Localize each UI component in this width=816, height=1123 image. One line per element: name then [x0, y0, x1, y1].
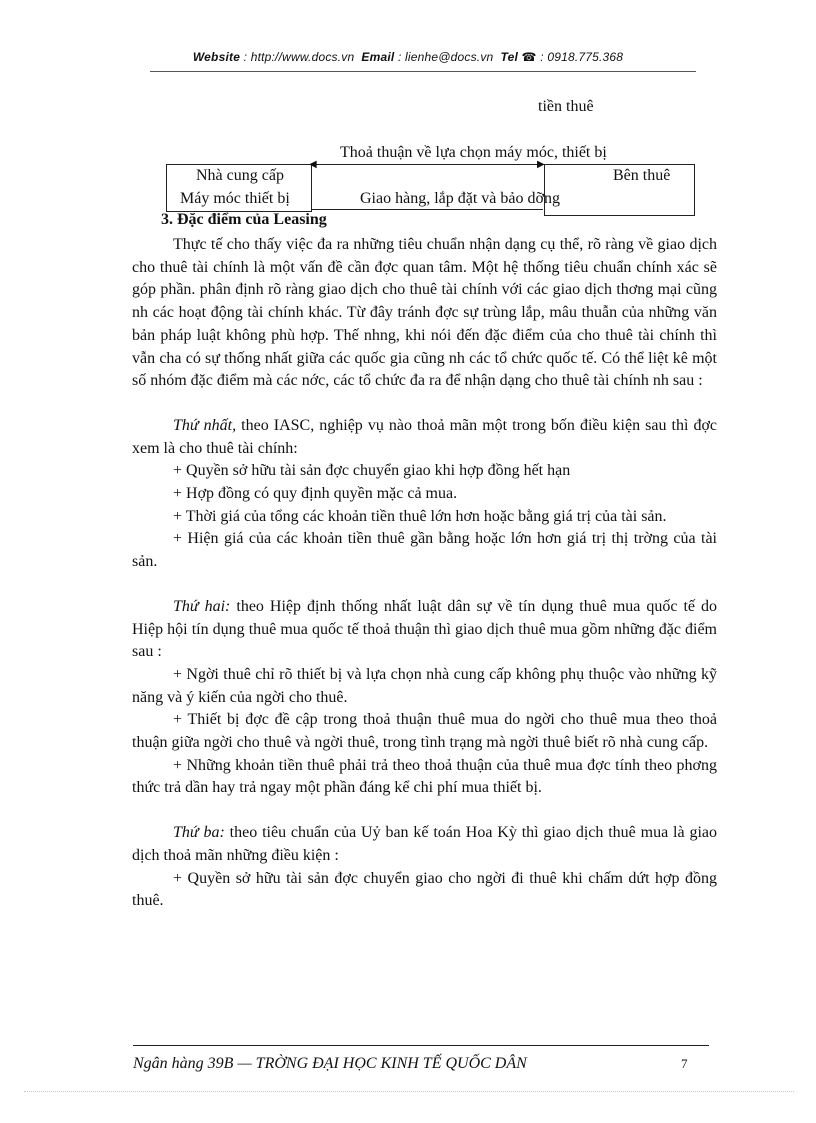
supplier-label-line1: Nhà cung cấp [196, 167, 284, 184]
third-text: theo tiêu chuẩn của Uỷ ban kế toán Hoa Kỳ thì giao dịch thuê mua là giao dịch thoả mãn những điều kiện : [132, 824, 717, 864]
email-label: Email [361, 50, 395, 64]
second-text: theo Hiệp định thống nhất luật dân sự về tín dụng thuê mua quốc tế do Hiệp hội tín dụng thuê mua quốc tế thoả thuận thì giao dịch thuê mua gồm những đặc điểm sau : [132, 597, 717, 661]
footer-divider [133, 1045, 709, 1046]
first-item: + Hợp đồng có quy định quyền mặc cả mua. [173, 485, 458, 503]
second-criterion [132, 596, 717, 664]
website-link[interactable]: : http://www.docs.vn [243, 50, 355, 64]
third-label: Thứ ba: [173, 824, 225, 842]
first-item: + Thời giá của tổng các khoản tiền thuê lớn hơn hoặc bằng giá trị của tài sản. [173, 507, 667, 525]
arrow-right-icon: ▶ [537, 159, 545, 170]
header-divider [150, 71, 696, 72]
diagram-agreement-label: Thoả thuận về lựa chọn máy móc, thiết bị [340, 144, 607, 161]
second-item: + Những khoản tiền thuê phải trả theo thoả thuận của thuê mua đợc tính theo phơng thức trả dần hay trả ngay một phần đáng kể chi phí mua thiết bị. [132, 756, 717, 797]
agreement-arrow [311, 164, 543, 165]
tel-value: : 0918.775.368 [540, 50, 624, 64]
first-criterion [132, 415, 717, 460]
arrow-left-icon: ◀ [309, 159, 317, 170]
second-item: + Thiết bị đợc đề cập trong thoả thuận thuê mua do ngời cho thuê mua theo thoả thuận giữa ngời cho thuê và ngời thuê, trong tình trạng mà ngời thuê biết rõ nhà cung cấp. [132, 711, 717, 752]
page-bottom-border [24, 1091, 794, 1092]
first-item: + Quyền sở hữu tài sản đợc chuyển giao khi hợp đồng hết hạn [173, 462, 571, 480]
first-label: Thứ nhất, [173, 416, 237, 434]
first-text: theo IASC, nghiệp vụ nào thoả mãn một trong bốn điều kiện sau thì đợc xem là cho thuê tài chính: [132, 416, 718, 457]
intro-paragraph: Thực tế cho thấy việc đa ra những tiêu chuẩn nhận dạng cụ thể, rõ ràng về giao dịch cho thuê tài chính là một vấn đề cần đợc quan tâm. Một hệ thống tiêu chuẩn chính xác sẽ góp phần. phân định rõ ràng giao dịch cho thuê tài chính với các giao dịch thơng mại cũng nh các hoạt động tài chính khác. Từ đây tránh đợc sự trùng lắp, mâu thuẫn của những văn bản pháp luật không phù hợp. Thế nhng, khi nói đến đặc điểm của cho thuê tài chính thì vẫn cha có sự thống nhất giữa các quốc gia cũng nh các tổ chức quốc tế. Có thể liệt kê một số nhóm đặc điểm mà các nớc, các tổ chức đa ra để nhận dạng cho thuê tài chính nh sau : [132, 236, 717, 390]
lessee-label: Bên thuê [613, 167, 671, 184]
email-link[interactable]: : lienhe@docs.vn [397, 50, 494, 64]
second-label: Thứ hai: [173, 597, 231, 615]
section-heading: 3. Đặc điểm của Leasing [161, 211, 327, 228]
second-item: + Ngời thuê chỉ rõ thiết bị và lựa chọn nhà cung cấp không phụ thuộc vào những kỹ năng và ý kiến của ngời cho thuê. [132, 665, 717, 706]
website-label: Website [192, 50, 241, 64]
phone-icon: ☎ [521, 50, 537, 64]
third-criterion [132, 822, 717, 867]
page-header [0, 50, 816, 64]
body-content [132, 234, 717, 913]
delivery-arrow [311, 209, 543, 210]
footer-text: Ngân hàng 39B — TRỜNG ĐẠI HỌC KINH TẾ QUỐC DÂN [133, 1055, 527, 1072]
delivery-label: Giao hàng, lắp đặt và bảo dỡng [360, 190, 560, 207]
supplier-label-line2: Máy móc thiết bị [180, 190, 290, 207]
third-item: + Quyền sở hữu tài sản đợc chuyển giao cho ngời đi thuê khi chấm dứt hợp đồng thuê. [132, 869, 717, 910]
diagram-top-label: tiền thuê [538, 98, 594, 115]
tel-label: Tel [500, 50, 518, 64]
first-item: + Hiện giá của các khoản tiền thuê gần bằng hoặc lớn hơn giá trị thị trờng của tài sản. [132, 530, 717, 571]
page-number: 7 [681, 1056, 688, 1071]
